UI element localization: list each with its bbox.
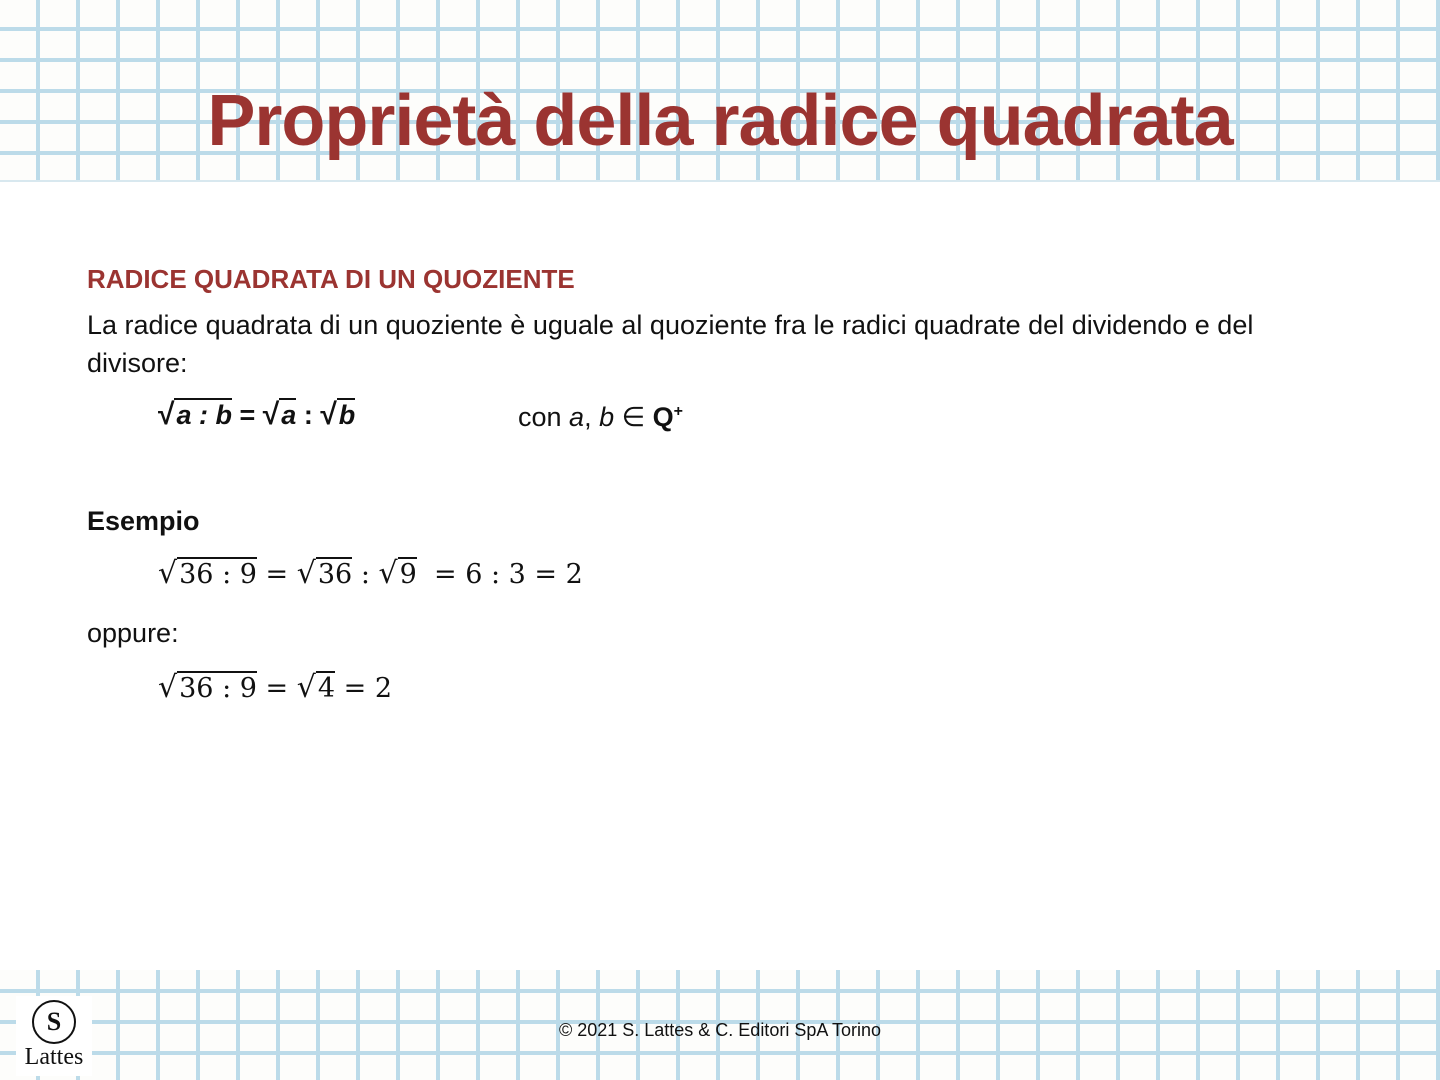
result: = 2 — [343, 673, 393, 704]
definition-line-2: divisore: — [87, 348, 188, 378]
definition-line-1: La radice quadrata di un quoziente è uguale al quoziente fra le radici quadrate del dividendo e del — [87, 310, 1254, 340]
radicand: 9 — [399, 559, 417, 590]
radicand-b: b — [338, 400, 356, 430]
cond-set: Q — [652, 402, 674, 432]
example-2: √36 : 9 = √4 = 2 — [158, 670, 393, 705]
colon: : — [303, 400, 313, 430]
cond-in: ∈ — [614, 402, 653, 432]
radicand-a: a — [281, 400, 297, 430]
formula: √a : b = √a : √b — [158, 398, 356, 431]
cond-prefix: con — [518, 402, 570, 432]
colon: : — [360, 559, 370, 590]
logo-mark: S — [32, 1000, 76, 1044]
cond-sep: , — [584, 402, 600, 432]
formula-condition — [518, 402, 683, 433]
page-title: Proprietà della radice quadrata — [207, 81, 1233, 161]
example-1: √36 : 9 = √36 : √9 = 6 : 3 = 2 — [158, 556, 583, 591]
logo-text: Lattes — [24, 1044, 84, 1070]
radicand: 36 : 9 — [179, 673, 257, 704]
cond-a: a — [569, 402, 585, 432]
equals: = — [265, 559, 289, 590]
equals: = — [239, 400, 256, 430]
copyright: © 2021 S. Lattes & C. Editori SpA Torino — [558, 1020, 882, 1040]
result: = 6 : 3 = 2 — [434, 559, 583, 590]
radicand: 4 — [317, 673, 336, 704]
alt-label: oppure: — [87, 618, 179, 648]
radicand: a : b — [176, 400, 232, 430]
radicand: 36 : 9 — [179, 559, 257, 590]
cond-sup: + — [673, 403, 684, 420]
example-label: Esempio — [87, 506, 200, 536]
section-heading: RADICE QUADRATA DI UN QUOZIENTE — [87, 264, 575, 294]
cond-b: b — [599, 402, 615, 432]
equals: = — [265, 673, 289, 704]
radicand: 36 — [317, 559, 353, 590]
